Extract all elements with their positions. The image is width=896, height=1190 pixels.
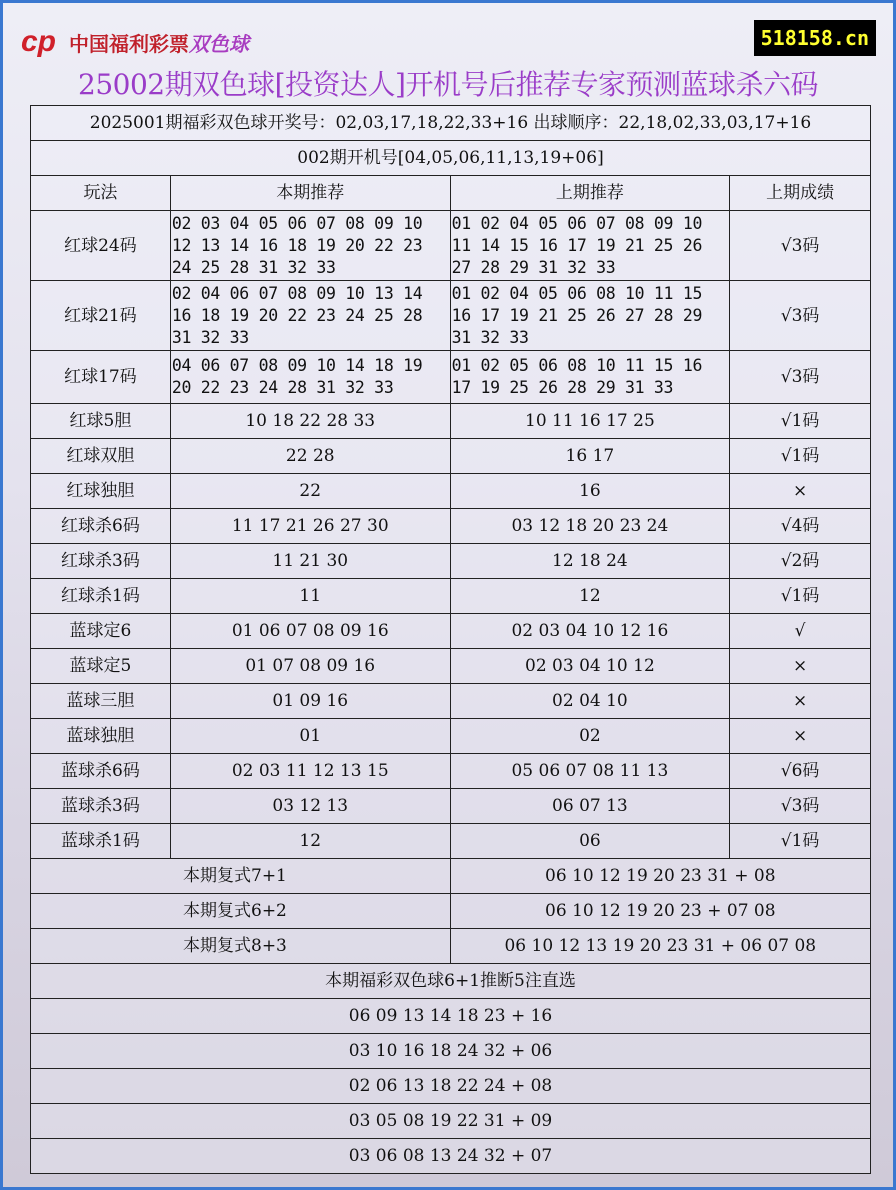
compound-numbers: 06 10 12 19 20 23 31 + 08: [450, 859, 870, 894]
picks-title-row: [31, 964, 871, 999]
page: [3, 3, 893, 1187]
current-recommendation: 22: [170, 474, 450, 509]
play-type: 红球5胆: [31, 404, 171, 439]
play-type: 红球独胆: [31, 474, 171, 509]
pick-numbers: 06 09 13 14 18 23 + 16: [31, 999, 871, 1034]
table-row: [31, 439, 871, 474]
current-recommendation: 22 28: [170, 439, 450, 474]
previous-result: √1码: [730, 824, 871, 859]
current-recommendation: 12: [170, 824, 450, 859]
previous-result: √: [730, 614, 871, 649]
compound-numbers: 06 10 12 19 20 23 + 07 08: [450, 894, 870, 929]
table-row: [31, 824, 871, 859]
previous-recommendation: 06: [450, 824, 730, 859]
pick-row: [31, 1069, 871, 1104]
current-recommendation: 11 17 21 26 27 30: [170, 509, 450, 544]
pick-numbers: 03 06 08 13 24 32 + 07: [31, 1139, 871, 1174]
current-recommendation: 01: [170, 719, 450, 754]
pick-numbers: 03 05 08 19 22 31 + 09: [31, 1104, 871, 1139]
pick-numbers: 02 06 13 18 22 24 + 08: [31, 1069, 871, 1104]
play-type: 蓝球杀6码: [31, 754, 171, 789]
table-row: [31, 509, 871, 544]
pick-numbers: 03 10 16 18 24 32 + 06: [31, 1034, 871, 1069]
logo-brand: 中国福利彩票: [69, 33, 189, 56]
play-type: 红球杀6码: [31, 509, 171, 544]
previous-recommendation: 03 12 18 20 23 24: [450, 509, 730, 544]
previous-result: √1码: [730, 579, 871, 614]
compound-label: 本期复式7+1: [31, 859, 451, 894]
compound-numbers: 06 10 12 13 19 20 23 31 + 06 07 08: [450, 929, 870, 964]
header-play: 玩法: [31, 176, 171, 211]
play-type: 蓝球三胆: [31, 684, 171, 719]
picks-title: 本期福彩双色球6+1推断5注直选: [31, 964, 871, 999]
previous-recommendation: 05 06 07 08 11 13: [450, 754, 730, 789]
play-type: 红球24码: [31, 211, 171, 281]
current-recommendation: 02 03 11 12 13 15: [170, 754, 450, 789]
previous-result: √3码: [730, 281, 871, 351]
current-recommendation: 10 18 22 28 33: [170, 404, 450, 439]
previous-result: √3码: [730, 351, 871, 404]
play-type: 蓝球定6: [31, 614, 171, 649]
compound-row: [31, 859, 871, 894]
header-result: 上期成绩: [730, 176, 871, 211]
table-row: [31, 754, 871, 789]
current-recommendation: 01 06 07 08 09 16: [170, 614, 450, 649]
welfare-lottery-icon: cp: [21, 25, 57, 58]
table-row: [31, 614, 871, 649]
play-type: 蓝球独胆: [31, 719, 171, 754]
previous-result: √1码: [730, 404, 871, 439]
table-row: [31, 649, 871, 684]
previous-result: ×: [730, 474, 871, 509]
previous-result: √2码: [730, 544, 871, 579]
compound-label: 本期复式6+2: [31, 894, 451, 929]
current-recommendation: 04 06 07 08 09 10 14 18 19 20 22 23 24 28 31 32 33: [170, 351, 450, 404]
current-recommendation: 01 07 08 09 16: [170, 649, 450, 684]
header-previous: 上期推荐: [450, 176, 730, 211]
table-row: [31, 404, 871, 439]
lottery-logo: [21, 25, 249, 59]
previous-recommendation: 12: [450, 579, 730, 614]
previous-recommendation: 01 02 04 05 06 08 10 11 15 16 17 19 21 25 26 27 28 29 31 32 33: [450, 281, 730, 351]
previous-result: √3码: [730, 789, 871, 824]
previous-recommendation: 06 07 13: [450, 789, 730, 824]
play-type: 蓝球杀3码: [31, 789, 171, 824]
play-type: 红球双胆: [31, 439, 171, 474]
previous-recommendation: 02 03 04 10 12 16: [450, 614, 730, 649]
current-recommendation: 11 21 30: [170, 544, 450, 579]
table-row: [31, 474, 871, 509]
current-recommendation: 11: [170, 579, 450, 614]
previous-recommendation: 01 02 05 06 08 10 11 15 16 17 19 25 26 28 29 31 33: [450, 351, 730, 404]
previous-recommendation: 12 18 24: [450, 544, 730, 579]
table-row: [31, 544, 871, 579]
previous-result: √4码: [730, 509, 871, 544]
previous-result: √3码: [730, 211, 871, 281]
table-row: [31, 684, 871, 719]
pick-row: [31, 1104, 871, 1139]
play-type: 红球杀3码: [31, 544, 171, 579]
current-recommendation: 02 04 06 07 08 09 10 13 14 16 18 19 20 22 23 24 25 28 31 32 33: [170, 281, 450, 351]
draw-info: 2025001期福彩双色球开奖号：02,03,17,18,22,33+16 出球顺序：22,18,02,33,03,17+16: [31, 106, 871, 141]
previous-result: ×: [730, 684, 871, 719]
previous-recommendation: 16: [450, 474, 730, 509]
play-type: 蓝球杀1码: [31, 824, 171, 859]
previous-recommendation: 16 17: [450, 439, 730, 474]
prediction-table: [30, 105, 871, 1174]
previous-recommendation: 01 02 04 05 06 07 08 09 10 11 14 15 16 17 19 21 25 26 27 28 29 31 32 33: [450, 211, 730, 281]
header-current: 本期推荐: [170, 176, 450, 211]
table-row: [31, 281, 871, 351]
current-recommendation: 01 09 16: [170, 684, 450, 719]
previous-recommendation: 02 04 10: [450, 684, 730, 719]
current-recommendation: 03 12 13: [170, 789, 450, 824]
compound-label: 本期复式8+3: [31, 929, 451, 964]
compound-row: [31, 894, 871, 929]
previous-result: ×: [730, 649, 871, 684]
page-title: 25002期双色球[投资达人]开机号后推荐专家预测蓝球杀六码: [78, 68, 818, 101]
play-type: 红球杀1码: [31, 579, 171, 614]
table-row: [31, 789, 871, 824]
previous-recommendation: 02 03 04 10 12: [450, 649, 730, 684]
table-row: [31, 719, 871, 754]
play-type: 红球17码: [31, 351, 171, 404]
previous-recommendation: 10 11 16 17 25: [450, 404, 730, 439]
pick-row: [31, 999, 871, 1034]
previous-recommendation: 02: [450, 719, 730, 754]
compound-row: [31, 929, 871, 964]
play-type: 红球21码: [31, 281, 171, 351]
site-badge: 518158.cn: [754, 20, 876, 56]
pick-row: [31, 1139, 871, 1174]
header-row: [31, 176, 871, 211]
machine-numbers: 002期开机号[04,05,06,11,13,19+06]: [31, 141, 871, 176]
table-row: [31, 351, 871, 404]
previous-result: √6码: [730, 754, 871, 789]
play-type: 蓝球定5: [31, 649, 171, 684]
logo-product: 双色球: [189, 33, 249, 56]
previous-result: ×: [730, 719, 871, 754]
table-row: [31, 211, 871, 281]
pick-row: [31, 1034, 871, 1069]
current-recommendation: 02 03 04 05 06 07 08 09 10 12 13 14 16 18 19 20 22 23 24 25 28 31 32 33: [170, 211, 450, 281]
table-row: [31, 579, 871, 614]
previous-result: √1码: [730, 439, 871, 474]
